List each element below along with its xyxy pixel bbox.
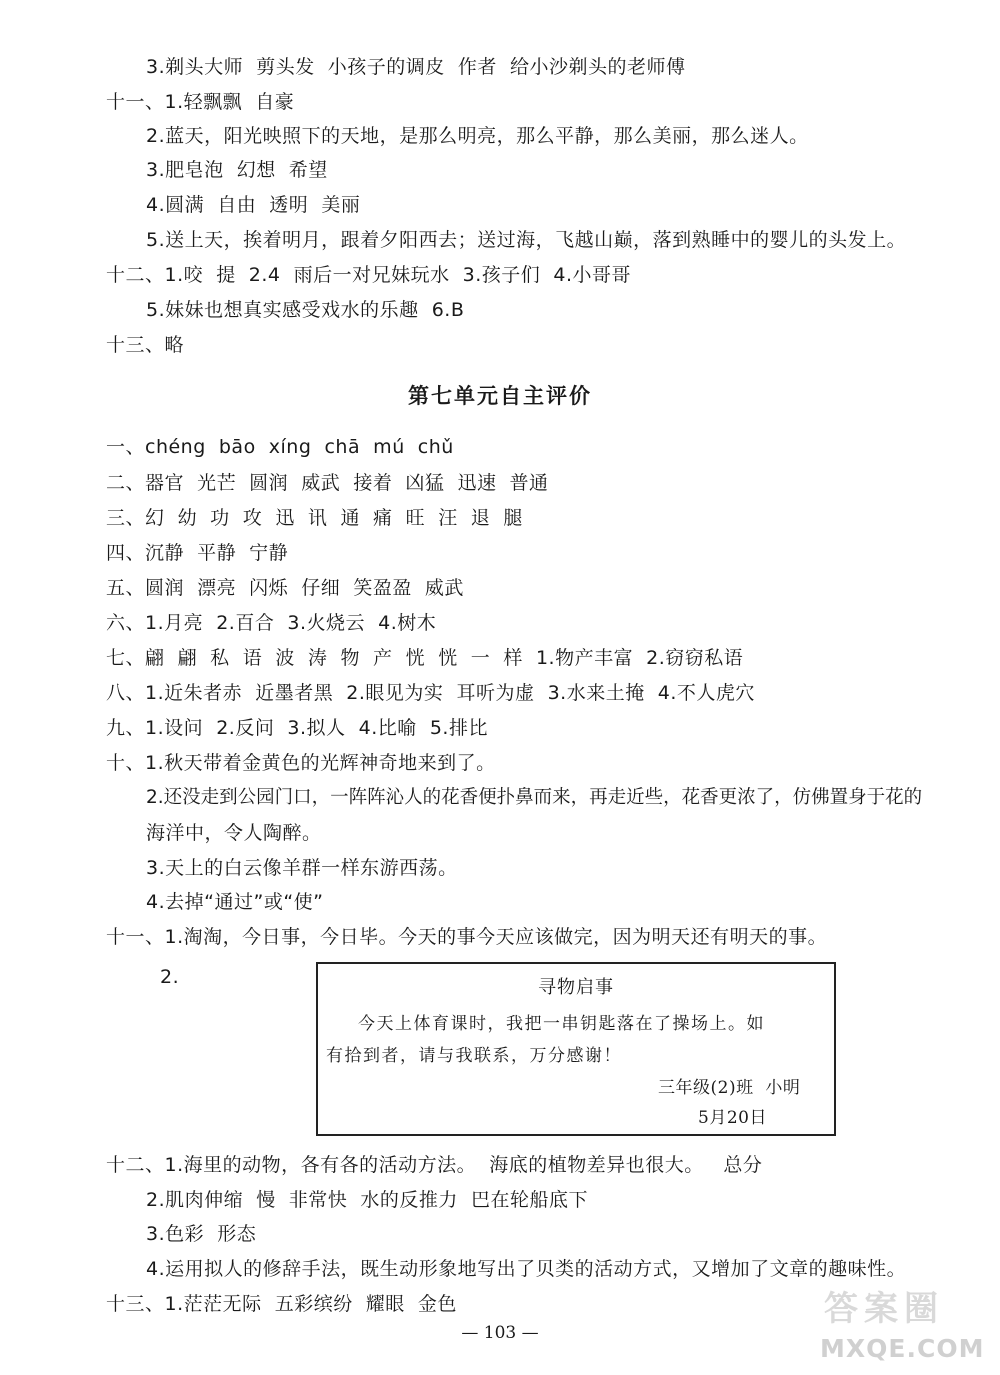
answer-line: 5.送上天，挨着明月，跟着夕阳西去；送过海，飞越山巅，落到熟睡中的婴儿的头发上。: [146, 229, 907, 251]
answer-line: 3.肥皂泡 幻想 希望: [146, 159, 328, 181]
answer-line: 2.: [160, 966, 180, 988]
answer-line: 4.圆满 自由 透明 美丽: [146, 194, 361, 216]
answer-line: 3.色彩 形态: [146, 1223, 257, 1245]
answer-line: 八、1.近朱者赤 近墨者黑 2.眼见为实 耳听为虚 3.水来土掩 4.不人虎穴: [106, 682, 755, 704]
answer-line: 九、1.设问 2.反问 3.拟人 4.比喻 5.排比: [106, 717, 488, 739]
notice-signature: 三年级(2)班 小明: [658, 1078, 801, 1098]
notice-title: 寻物启事: [538, 977, 614, 998]
answer-line: 十三、1.茫茫无际 五彩缤纷 耀眼 金色: [106, 1293, 457, 1315]
answer-line: 3.天上的白云像羊群一样东游西荡。: [146, 857, 458, 879]
answer-line: 2.肌肉伸缩 慢 非常快 水的反推力 巴在轮船底下: [146, 1189, 588, 1211]
answer-line: 十、1.秋天带着金黄色的光辉神奇地来到了。: [106, 752, 496, 774]
answer-line: 一、chéng bāo xíng chā mú chǔ: [106, 436, 454, 458]
answer-line: 十三、略: [106, 334, 185, 356]
watermark-url: MXQE.COM: [820, 1334, 985, 1363]
notice-date: 5月20日: [698, 1108, 767, 1128]
answer-line: 五、圆润 漂亮 闪烁 仔细 笑盈盈 威武: [106, 577, 464, 599]
notice-body: 有拾到者，请与我联系，万分感谢！: [326, 1046, 622, 1066]
lost-item-notice: [316, 962, 836, 1136]
answer-line: 十二、1.海里的动物，各有各的活动方法。 海底的植物差异也很大。 总分: [106, 1154, 763, 1176]
answer-line: 二、器官 光芒 圆润 威武 接着 凶猛 迅速 普通: [106, 472, 549, 494]
answer-line: 十二、1.咬 提 2.4 雨后一对兄妹玩水 3.孩子们 4.小哥哥: [106, 264, 631, 286]
answer-line: 4.运用拟人的修辞手法，既生动形象地写出了贝类的活动方式，又增加了文章的趣味性。: [146, 1258, 907, 1280]
answer-line: 六、1.月亮 2.百合 3.火烧云 4.树木: [106, 612, 437, 634]
answer-line: 三、幻 幼 功 攻 迅 讯 通 痛 旺 汪 退 腿: [106, 507, 523, 529]
answer-line: 十一、1.淘淘，今日事，今日毕。今天的事今天应该做完，因为明天还有明天的事。: [106, 926, 828, 948]
answer-line: 2.还没走到公园门口，一阵阵沁人的花香便扑鼻而来，再走近些，花香更浓了，仿佛置身于花的: [146, 787, 923, 808]
watermark-logo: [820, 1288, 990, 1370]
section-title: 第七单元自主评价: [408, 384, 592, 408]
answer-line: 四、沉静 平静 宁静: [106, 542, 289, 564]
notice-body: 今天上体育课时，我把一串钥匙落在了操场上。如: [358, 1014, 765, 1034]
answer-line: 5.妹妹也想真实感受戏水的乐趣 6.B: [146, 299, 465, 321]
page-number: — 103 —: [461, 1323, 539, 1343]
answer-line: 七、翩 翩 私 语 波 涛 物 产 恍 恍 一 样 1.物产丰富 2.窃窃私语: [106, 647, 744, 669]
watermark-text: 答案圈: [824, 1289, 944, 1329]
answer-line: 2.蓝天，阳光映照下的天地，是那么明亮，那么平静，那么美丽，那么迷人。: [146, 125, 809, 147]
answer-line: 十一、1.轻飘飘 自豪: [106, 91, 295, 113]
answer-line: 4.去掉“通过”或“使”: [146, 891, 324, 913]
answer-line: 3.剃头大师 剪头发 小孩子的调皮 作者 给小沙剃头的老师傅: [146, 56, 686, 78]
answer-line: 海洋中，令人陶醉。: [146, 822, 322, 844]
